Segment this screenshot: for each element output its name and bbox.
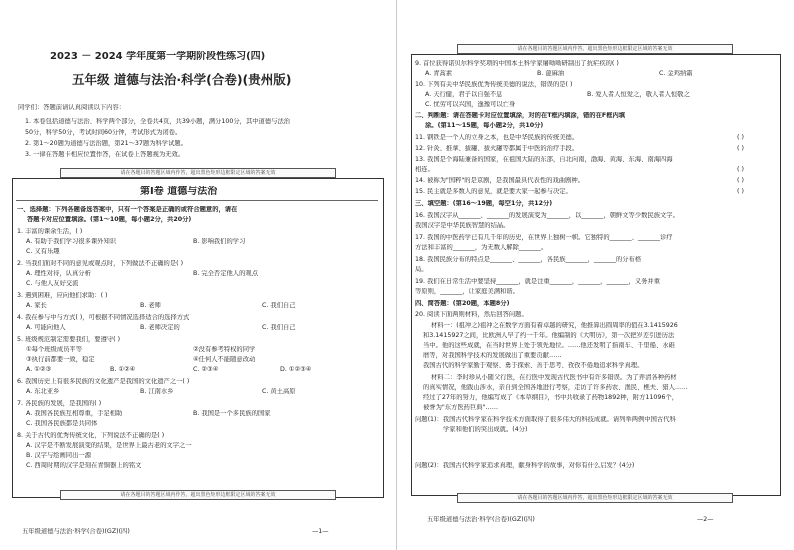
judge-item-13: 13. 我国是个海陆兼备的国家，在祖国大陆的东部，自北向南，渤海、黄海、东海、南海四海 [415,156,673,163]
page-number: —1— [312,528,329,535]
material-line: 经过了27年的努力，他编写成了《本草纲目》，书中共收录了药物1892种，附方11096个， [423,394,679,401]
option-c: C. 我国各民族都是共同体 [26,420,98,427]
page-footer-label: 五年级道德与法治·科学(合卷)(GZ)(四) [22,528,130,535]
question-1: 1. 丰富的课余生活，( ) [17,228,83,235]
part-two-intro: 二、判断题：请在答题卡对应位置填涂，对的在T框内填涂，错的在F框内填 [415,112,626,119]
option-b: B. 完全否定他人的观点 [193,270,258,277]
question-5: 5. 班级规范制定需要我们，要遵守( ) [17,336,121,343]
judge-answer-slot: ( ) [737,166,744,173]
material-line: 被誉为"东方医药巨典"…… [423,404,499,411]
part-four-intro: 四、简答题：(第20题，本题8分) [415,300,510,307]
notice-line: 50分，科学50分，考试时间60分钟，考试形式为闭卷。 [25,129,182,136]
fill-item-19: 19. 我们在日常生活中要坚持_______，就是注重_______，_______，_______，义务并重 [415,278,661,285]
question-8: 8. 关于古代的优秀传统文化，下列说法不正确的是( ) [17,432,165,439]
question-20: 20. 阅读下面两则材料，然后回答问题。 [415,311,528,318]
judge-item-12: 12. 针灸、推拿、拔罐、拔火罐等都属于中医的治疗手段。 [415,145,579,152]
statement-1: ①每个班级成员平等 [26,346,83,353]
option-b: B. 老师 [140,302,161,309]
section-title: 第Ⅰ卷 道德与法治 [140,186,218,197]
material-line: 材料一：(祖冲之)祖冲之在数学方面有着卓越的研究，他推算出圆周率的值在3.1415926 [431,322,678,329]
notice-line: 2. 第1～20题为道德与法治题，第21～37题为科学试题。 [25,140,187,147]
question-2: 2. 当我们面对不同的意见或观点时，下列做法不正确的是( ) [17,260,184,267]
judge-item-11: 11. 钢铁是一个人的立身之本，也是中华民族的传统美德。 [415,134,579,141]
option-a: A. 有助于我们学习很多课外知识 [26,238,117,245]
judge-answer-slot: ( ) [737,145,744,152]
material-line: 当中。他的这些成就，在当时世界上处于领先地位。……他还发明了指南车、千里船、水碓 [423,342,675,349]
notice-line: 1. 本卷包括道德与法治、科学两个部分，全卷共4页，共39小题，满分100分，其中道德与法治 [25,118,291,125]
judge-answer-slot: ( ) [737,177,744,184]
option-a: A. 理性对待，认真分析 [26,270,91,277]
option-c: C. 我们自己 [262,324,296,331]
question-10: 10. 下列有关中华民族优秀传统美德的说法，错误的是( ) [415,81,573,88]
option-b: B. 汉字与绘画同出一源 [26,452,91,459]
option-c: C. 黄土高原 [262,388,296,395]
option-d: D. ①②③④ [280,366,312,373]
fill-item-16: 16. 我国汉字从_______、_______的发展演变为_______，以_______，朝鲜文等少数民族文字。 [415,212,679,219]
fill-item-16-cont: 我国汉字是中华民族智慧的结晶。 [415,222,510,229]
notice-heading: 同学们：答题前请认真阅读以下内容： [18,104,126,111]
fill-item-17-cont: 方法和丰富的_______，为无数人解除_______。 [415,244,548,251]
answer-area-banner: 请在各题目的答题区域内作答，超出黑色矩形边框限定区域的答案无效 [457,44,733,54]
material-line: 材料二：李时珍从小随父行医，在行医中发现古代医书中有许多错误。为了弄清各种药材 [431,374,677,381]
fill-item-18-cont: 局。 [415,266,428,273]
option-b: B. 江南水乡 [140,388,174,395]
exam-title: 2023 － 2024 学年度第一学期阶段性练习(四) [50,51,266,62]
option-b: B. 我国是一个多民族的国家 [193,410,271,417]
option-a: A. 天行健，君子以自强不息 [425,91,503,98]
statement-3: ③执行前都要一致，稳定 [26,356,95,363]
material-line: 我国古代的科学家勤于观察、勇于探索、善于思考、孜孜不倦地追求科学真理。 [423,362,644,369]
page-footer-label: 五年级道德与法治·科学(合卷)(GZ)(四) [427,516,535,523]
option-c: C. 与他人友好交流 [26,280,79,287]
option-c: C. 西周时期的汉字是刻在青铜器上的铭文 [26,462,142,469]
option-b: B. 影响我们的学习 [193,238,246,245]
option-c: C. 金鸡纳霜 [659,70,693,77]
question-4: 4. 我在参与中与方式( )，可根据不同情况选择适合的选择方式 [17,314,190,321]
judge-answer-slot: ( ) [737,134,744,141]
material-line: 和3.1415927之间，比欧洲人早了约一千年。他编制的《大明历》，第一次把岁差引进历法 [423,332,675,339]
part-one-intro: 一、选择题：下列各题备选答案中，只有一个答案是正确的或符合题意的，请在 [17,206,238,213]
option-a: A. 汉字是不断发展演变的结果，是世界上最古老的文字之一 [26,442,192,449]
fill-item-19-cont: 等原则，_______，让家庭美满和谐。 [415,288,519,295]
option-a: A. ①②③ [26,366,52,373]
notice-line: 3. 一律在答题卡相应位置作答，在试卷上答题视为无效。 [25,151,185,158]
option-a: A. 我国各民族互相尊重，手足相助 [26,410,123,417]
sub-question-1: 问题(1)：我国古代科学家在科学技术方面取得了很多伟大的科技成就。请列举两例中国古代科 [415,416,676,423]
answer-area-banner: 请在各题目的答题区域内作答，超出黑色矩形边框限定区域的答案无效 [457,493,733,503]
option-a: A. 家长 [26,302,47,309]
option-b: B. 蓖麻油 [537,70,565,77]
judge-item-15: 15. 民主就是多数人的意见，就是要大家一起参与决定。 [415,188,572,195]
page-number: —2— [697,516,714,523]
question-6: 6. 我国历史上有很多民族的文化遗产是我国的文化遗产之一( ) [17,378,190,385]
sub-question-2: 问题(2)：我国古代科学家追求真理，献身科学的故事，对你有什么启发？(4分) [415,462,635,469]
option-c: C. 又有乐趣 [26,248,60,255]
option-a: A. 东北亚乡 [26,388,60,395]
sub-question-1-cont: 学家和他们的突出成就。(4分) [443,426,528,433]
fill-item-18: 18. 我国民族分布的特点是_______、_______，各民族_______，_______的分布格 [415,256,642,263]
material-line: 磨等，对我国科学技术的发展做出了重要贡献…… [423,352,562,359]
option-a: A. 青蒿素 [425,70,453,77]
part-three-intro: 三、填空题：(第16～19题，每空1分，共12分) [415,200,553,207]
page-two [397,0,794,550]
part-two-intro: 涂。(第11～15题，每小题2分，共10分) [425,122,544,129]
judge-item-14: 14. 被称为"国粹"的是京剧，是我国最具代表性的戏曲剧种。 [415,177,584,184]
exam-subtitle: 五年级 道德与法治·科学(合卷)(贵州版) [72,72,292,87]
option-a: A. 可能向他人 [26,324,66,331]
fill-item-17: 17. 我国的中医药学已有几千年的历史，在世界上独树一帜。它独特的_______、_______诊疗 [415,234,673,241]
statement-2: ②没有参考特权的同学 [193,346,256,353]
part-one-intro: 答题卡对应位置填涂。(第1～10题，每小题2分，共20分) [27,216,192,223]
question-9: 9. 首位获得诺贝尔科学奖项的中国本土科学家屠呦呦研制出了抗疟疾的( ) [415,60,619,67]
option-c: C. 我们自己 [262,302,296,309]
material-line: 的真实情况，他跋山涉水，亲自到全国各地进行考察，走访了许多药农、渔民、樵夫、猎人…… [423,384,688,391]
option-c: C. ②③④ [193,366,219,373]
judge-answer-slot: ( ) [737,188,744,195]
section-rule [16,200,378,201]
answer-area-banner: 请在各题目的答题区域内作答，超出黑色矩形边框限定区域的答案无效 [60,490,336,500]
option-c: C. 忧劳可以兴国，逸豫可以亡身 [425,101,516,108]
question-3: 3. 遇到困难，应向他们求助：( ) [17,292,108,299]
option-b: B. ①②④ [110,366,136,373]
judge-item-13-cont: 相连。 [415,166,434,173]
option-b: B. 老师决定的 [140,324,180,331]
question-7: 7. 各民族的发展，是我国的( ) [17,400,102,407]
answer-area-banner: 请在各题目的答题区域内作答，超出黑色矩形边框限定区域的答案无效 [60,168,336,178]
statement-4: ④任何人不能随意改动 [193,356,256,363]
option-b: B. 爱人者人恒爱之，敬人者人恒敬之 [587,91,690,98]
